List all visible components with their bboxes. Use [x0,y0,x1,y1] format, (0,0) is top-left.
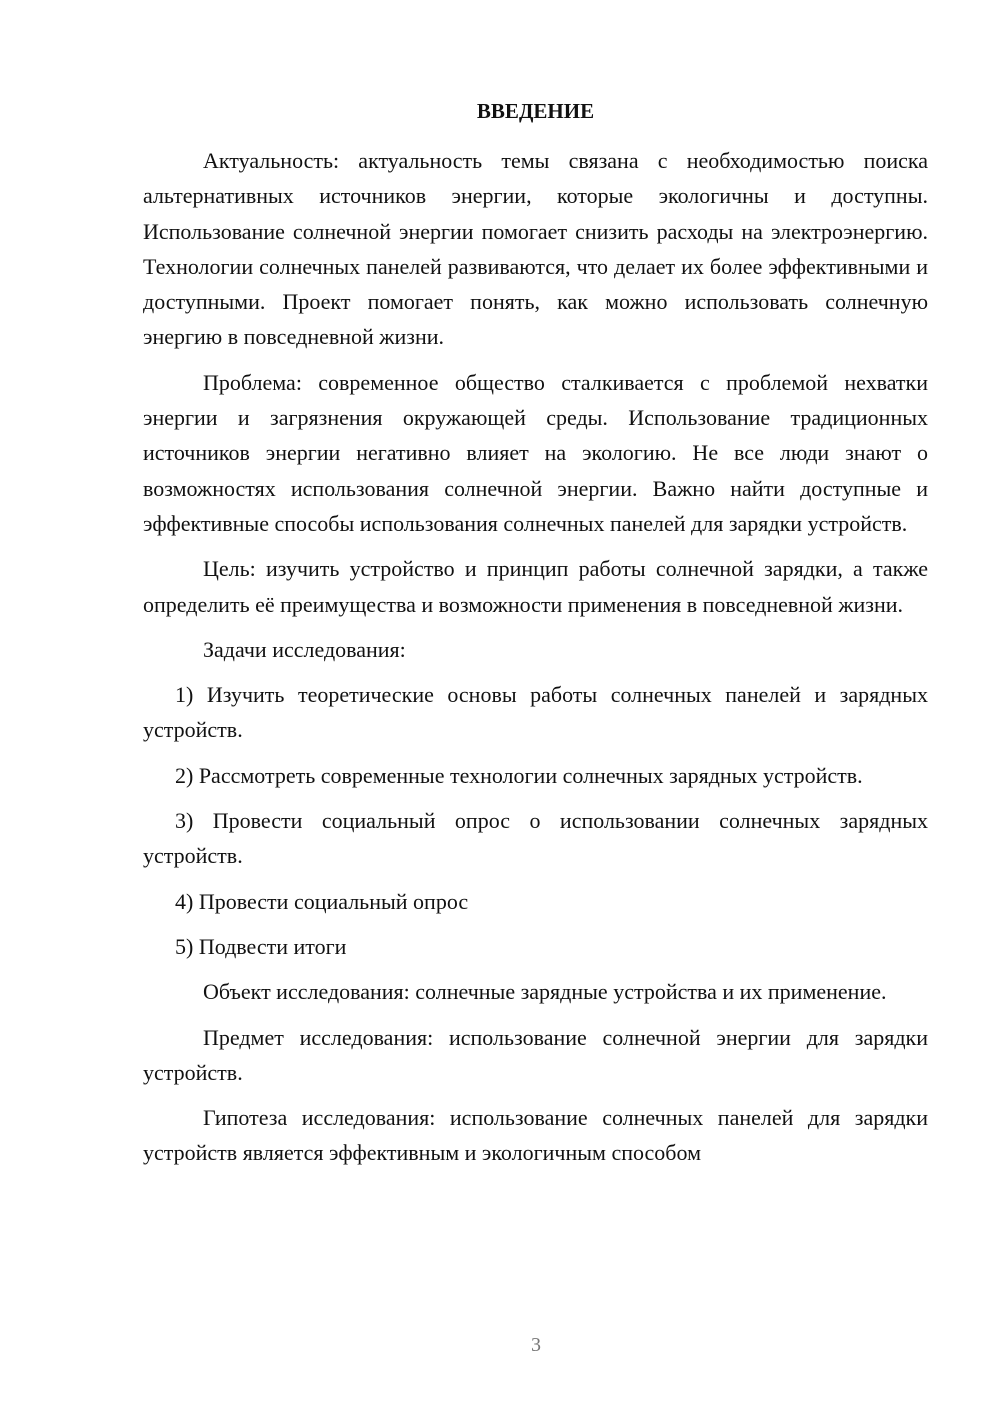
relevance-paragraph: Актуальность: актуальность темы связана с необходимостью поиска альтернативных источников энергии, которые экологичны и доступны. Использование солнечной энергии помогает снизить расходы на электроэнергию. Технологии солнечных панелей развиваются, что делает их более эффективными и доступными. Проект помогает понять, как можно использовать солнечную энергию в повседневной жизни. [143,148,928,350]
task-item-4: 4) Провести социальный опрос [175,888,469,914]
subject-paragraph: Предмет исследования: использование солнечной энергии для зарядки устройств. [143,1024,928,1085]
task-item-5: 5) Подвести итоги [175,933,347,959]
object-paragraph: Объект исследования: солнечные зарядные устройства и их применение. [203,979,887,1005]
tasks-label: Задачи исследования: [203,636,406,662]
page-title: ВВЕДЕНИЕ [476,99,595,123]
task-item-1: 1) Изучить теоретические основы работы солнечных панелей и зарядных устройств. [143,682,928,743]
document-body [143,143,928,1181]
task-item-2: 2) Рассмотреть современные технологии солнечных зарядных устройств. [175,762,863,788]
task-item-3: 3) Провести социальный опрос о использовании солнечных зарядных устройств. [143,808,928,869]
problem-paragraph: Проблема: современное общество сталкивается с проблемой нехватки энергии и загрязнения окружающей среды. Использование традиционных источников энергии негативно влияет на экологию. Не все люди знают о возможностях использования солнечной энергии. Важно найти доступные и эффективные способы использования солнечных панелей для зарядки устройств. [143,369,928,536]
goal-paragraph: Цель: изучить устройство и принцип работы солнечной зарядки, а также определить её преимущества и возможности применения в повседневной жизни. [143,556,928,617]
hypothesis-paragraph: Гипотеза исследования: использование солнечных панелей для зарядки устройств является эффективным и экологичным способом [143,1105,928,1166]
page-number: 3 [531,1334,541,1356]
